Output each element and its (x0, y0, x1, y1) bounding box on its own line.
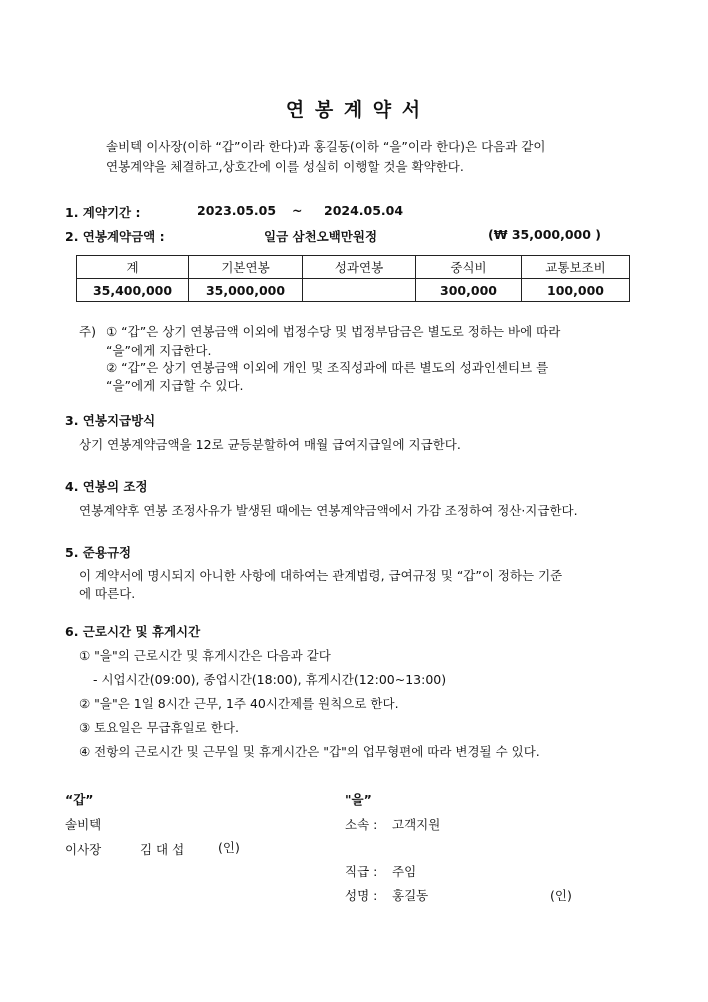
note-2-line-2: “을”에게 지급할 수 있다. (106, 378, 244, 393)
section-3-text: 상기 연봉계약금액을 12로 균등분할하여 매월 급여지급일에 지급한다. (79, 437, 461, 452)
header-performance-salary: 성과연봉 (303, 256, 416, 279)
contract-start-date: 2023.05.05 (197, 203, 277, 218)
section-6-heading: 6. 근로시간 및 휴게시간 (65, 624, 201, 639)
party-a-label: “갑” (65, 792, 94, 807)
value-meal-allowance: 300,000 (416, 279, 522, 302)
party-b-rank-label: 직급 : (345, 864, 378, 879)
document-title: 연 봉 계 약 서 (285, 99, 423, 121)
contract-end-date: 2024.05.04 (324, 203, 404, 218)
table-row (77, 279, 630, 302)
party-a-role: 이사장 (65, 842, 102, 857)
header-total: 계 (77, 256, 189, 279)
party-b-label: "을” (345, 792, 372, 807)
party-b-name-label: 성명 : (345, 888, 378, 903)
salary-breakdown-table (76, 255, 630, 302)
party-b-seal: (인) (550, 888, 572, 903)
contract-period-tilde: ~ (292, 203, 303, 218)
section-6-item-4: ④ 전항의 근로시간 및 근무일 및 휴게시간은 "갑"의 업무형편에 따라 변경될 수 있다. (79, 744, 540, 759)
party-b-name: 홍길동 (392, 888, 429, 903)
section-6-item-2: ② "을"은 1일 8시간 근무, 1주 40시간제를 원칙으로 한다. (79, 696, 399, 711)
section-6-item-1: ① "을"의 근로시간 및 휴게시간은 다음과 같다 (79, 648, 331, 663)
value-performance-salary (303, 279, 416, 302)
header-meal-allowance: 중식비 (416, 256, 522, 279)
intro-line-2: 연봉계약을 체결하고,상호간에 이를 성실히 이행할 것을 확약한다. (106, 159, 464, 174)
value-transport-allowance: 100,000 (522, 279, 630, 302)
party-b-dept: 고객지원 (392, 817, 441, 832)
header-base-salary: 기본연봉 (189, 256, 303, 279)
salary-amount-number: (₩ 35,000,000 ) (488, 227, 601, 242)
header-transport-allowance: 교통보조비 (522, 256, 630, 279)
section-5-text-line-2: 에 따른다. (79, 586, 136, 601)
note-1-line-1: ① “갑”은 상기 연봉금액 이외에 법정수당 및 법정부담금은 별도로 정하는 바에 따라 (106, 324, 561, 339)
section-5-text-line-1: 이 계약서에 명시되지 아니한 사항에 대하여는 관계법령, 급여규정 및 “갑”이 정하는 기준 (79, 568, 563, 583)
table-header-row (77, 256, 630, 279)
party-a-name: 김 대 섭 (140, 842, 185, 857)
contract-period-label: 1. 계약기간 : (65, 205, 141, 220)
value-base-salary: 35,000,000 (189, 279, 303, 302)
note-2-line-1: ② “갑”은 상기 연봉금액 이외에 개인 및 조직성과에 따른 별도의 성과인센티브 를 (106, 360, 549, 375)
party-a-company: 솔비텍 (65, 817, 102, 832)
note-1-line-2: “을”에게 지급한다. (106, 343, 212, 358)
section-5-heading: 5. 준용규정 (65, 545, 132, 560)
section-3-heading: 3. 연봉지급방식 (65, 413, 156, 428)
salary-amount-label: 2. 연봉계약금액 : (65, 229, 165, 244)
section-4-text: 연봉계약후 연봉 조정사유가 발생된 때에는 연봉계약금액에서 가감 조정하여 정산·지급한다. (79, 503, 578, 518)
party-a-seal: (인) (218, 840, 240, 855)
party-b-dept-label: 소속 : (345, 817, 378, 832)
intro-line-1: 솔비텍 이사장(이하 “갑”이라 한다)과 홍길동(이하 “을”이라 한다)은 다음과 같이 (106, 139, 546, 154)
value-total: 35,400,000 (77, 279, 189, 302)
notes-prefix: 주) (79, 324, 96, 339)
section-6-item-1-detail: - 시업시간(09:00), 종업시간(18:00), 휴게시간(12:00~13:00) (93, 672, 447, 687)
salary-amount-korean: 일금 삼천오백만원정 (264, 229, 378, 244)
section-4-heading: 4. 연봉의 조정 (65, 479, 148, 494)
section-6-item-3: ③ 토요일은 무급휴일로 한다. (79, 720, 239, 735)
party-b-rank: 주임 (392, 864, 417, 879)
